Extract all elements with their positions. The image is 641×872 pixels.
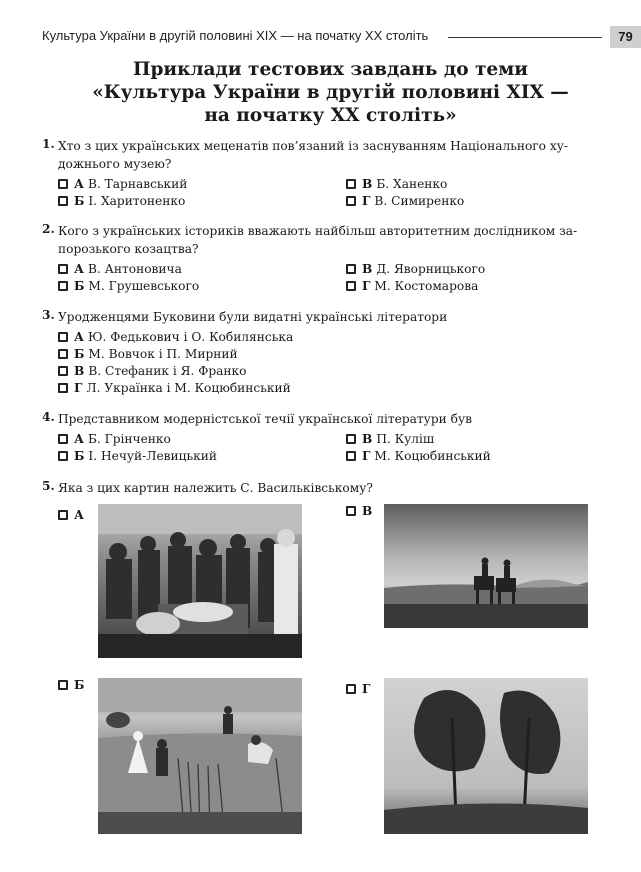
answer-option-g[interactable]: Г М. Костомарова: [346, 278, 478, 294]
question-line: Хто з цих українських меценатів пов’язаний із заснуванням Національного ху-: [58, 139, 569, 153]
answer-option-v[interactable]: В П. Куліш: [346, 431, 434, 447]
painting-harvest-image: [98, 678, 302, 834]
answer-option-a[interactable]: А В. Антоновича: [58, 261, 182, 277]
answer-option-g[interactable]: Г В. Симиренко: [346, 193, 464, 209]
checkbox-icon[interactable]: [58, 366, 68, 376]
question-number: 4.: [42, 410, 55, 424]
checkbox-icon[interactable]: [58, 510, 68, 520]
checkbox-icon[interactable]: [58, 383, 68, 393]
checkbox-icon[interactable]: [346, 434, 356, 444]
page-title: [20, 58, 641, 127]
checkbox-icon[interactable]: [346, 506, 356, 516]
checkbox-icon[interactable]: [58, 179, 68, 189]
question-number: 5.: [42, 479, 55, 493]
answer-option-b[interactable]: Б М. Вовчок і П. Мирний: [58, 346, 238, 362]
checkbox-icon[interactable]: [58, 349, 68, 359]
checkbox-icon[interactable]: [346, 196, 356, 206]
checkbox-icon[interactable]: [58, 332, 68, 342]
answer-option-a[interactable]: А Б. Грінченко: [58, 431, 171, 447]
checkbox-icon[interactable]: [346, 451, 356, 461]
checkbox-icon[interactable]: [346, 264, 356, 274]
question-line: дожнього музею?: [58, 157, 172, 171]
checkbox-icon[interactable]: [346, 179, 356, 189]
question-number: 3.: [42, 308, 55, 322]
painting-trees-image: [384, 678, 588, 834]
answer-option-g[interactable]: Г: [346, 682, 370, 696]
checkbox-icon[interactable]: [58, 281, 68, 291]
checkbox-icon[interactable]: [346, 684, 356, 694]
checkbox-icon[interactable]: [58, 451, 68, 461]
checkbox-icon[interactable]: [58, 264, 68, 274]
question-text: Представником модерністської течії української літератури був: [58, 412, 473, 426]
page-number: 79: [610, 26, 641, 48]
answer-option-b[interactable]: Б І. Нечуй-Левицький: [58, 448, 217, 464]
answer-option-v[interactable]: В Б. Ханенко: [346, 176, 447, 192]
answer-option-b[interactable]: Б: [58, 678, 84, 692]
checkbox-icon[interactable]: [58, 680, 68, 690]
answer-option-a[interactable]: А: [58, 508, 84, 522]
checkbox-icon[interactable]: [58, 434, 68, 444]
checkbox-icon[interactable]: [346, 281, 356, 291]
running-header: [0, 26, 641, 48]
answer-option-g[interactable]: Г Л. Українка і М. Коцюбинський: [58, 380, 291, 396]
answer-option-v[interactable]: В: [346, 504, 372, 518]
header-rule: [448, 37, 602, 38]
checkbox-icon[interactable]: [58, 196, 68, 206]
answer-option-v[interactable]: В Д. Яворницького: [346, 261, 485, 277]
question-text: [58, 222, 612, 258]
title-line-3: на початку ХХ століть»: [204, 105, 457, 126]
header-title: Культура України в другій половині ХІХ — на початку ХХ століть: [42, 28, 429, 43]
title-line-1: Приклади тестових завдань до теми: [133, 59, 528, 80]
answer-option-v[interactable]: В В. Стефаник і Я. Франко: [58, 363, 246, 379]
question-number: 1.: [42, 137, 55, 151]
question-text: [58, 137, 612, 173]
answer-option-b[interactable]: Б М. Грушевського: [58, 278, 199, 294]
question-number: 2.: [42, 222, 55, 236]
title-line-2: «Культура України в другій половині ХІХ —: [92, 82, 569, 103]
answer-option-a[interactable]: А Ю. Федькович і О. Кобилянська: [58, 329, 293, 345]
answer-option-a[interactable]: А В. Тарнавський: [58, 176, 187, 192]
answer-option-b[interactable]: Б І. Харитоненко: [58, 193, 185, 209]
question-line: порозького козацтва?: [58, 242, 199, 256]
painting-cossacks-image: [98, 504, 302, 658]
question-line: Кого з українських істориків вважають найбільш авторитетним дослідником за-: [58, 224, 578, 238]
painting-steppe-riders-image: [384, 504, 588, 628]
question-text: Яка з цих картин належить С. Васильківському?: [58, 481, 373, 495]
answer-option-g[interactable]: Г М. Коцюбинський: [346, 448, 491, 464]
question-text: Уродженцями Буковини були видатні українські літератори: [58, 310, 448, 324]
